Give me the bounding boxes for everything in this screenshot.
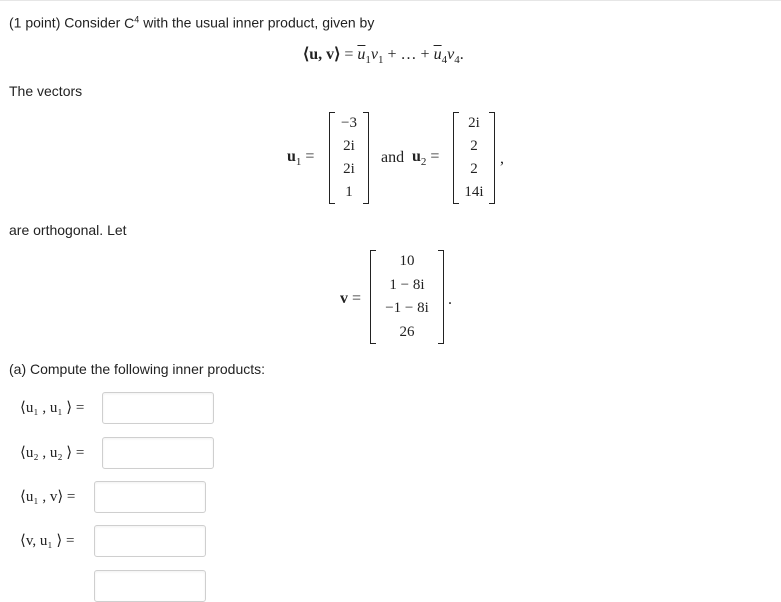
answer-label: ⟨u₁ , u₁ ⟩ =	[20, 400, 85, 416]
intro-pre: Consider	[64, 14, 121, 31]
u2-vector	[453, 112, 495, 204]
answer-input[interactable]	[94, 481, 206, 513]
vectors-comma: ,	[500, 150, 504, 167]
u2-entry: 2	[470, 161, 478, 177]
u1-vector	[329, 112, 369, 204]
u1-label: $u_1$ =	[287, 148, 315, 169]
v-entry: 10	[399, 253, 415, 270]
answer-label: ⟨v, u₁ ⟩ =	[20, 533, 75, 549]
u1-entry: 2i	[343, 161, 355, 177]
answer-input[interactable]	[102, 392, 214, 424]
v-vector	[370, 250, 444, 344]
space-symbol: $C^4$	[124, 14, 140, 31]
u1-entry: −3	[341, 115, 357, 131]
answer-input[interactable]	[102, 437, 214, 469]
answer-label: ⟨u₂ , u₂ ⟩ =	[20, 445, 85, 461]
u1-entry: 1	[345, 184, 353, 200]
points-label: (1 point)	[9, 14, 61, 31]
inner-product-formula: ⟨u, v⟩ = $\overline{u}_1v_1$ + … + $\overline{u}_4v_4$.	[303, 46, 464, 67]
intro-post: with the usual inner product, given by	[143, 14, 375, 31]
u1-entry: 2i	[343, 138, 355, 154]
u2-entry: 2	[470, 138, 478, 154]
v-entry: 26	[399, 323, 415, 340]
answer-label: ⟨u₁ , v⟩ =	[20, 489, 76, 505]
and-text: and	[381, 149, 405, 166]
u2-entry: 14i	[464, 184, 484, 200]
v-entry: −1 − 8i	[385, 300, 429, 317]
top-divider	[0, 0, 781, 5]
the-vectors-text: The vectors	[9, 83, 83, 99]
answer-input[interactable]	[94, 570, 206, 602]
problem-intro	[9, 14, 374, 31]
u2-entry: 2i	[468, 115, 480, 131]
v-label: v =	[340, 290, 362, 307]
orthogonal-text: are orthogonal. Let	[9, 222, 127, 238]
u2-label: $u_2$ =	[412, 148, 440, 169]
v-period: .	[448, 291, 452, 308]
part-a-text: (a) Compute the following inner products:	[9, 361, 266, 377]
answer-input[interactable]	[94, 525, 206, 557]
v-entry: 1 − 8i	[389, 276, 425, 293]
